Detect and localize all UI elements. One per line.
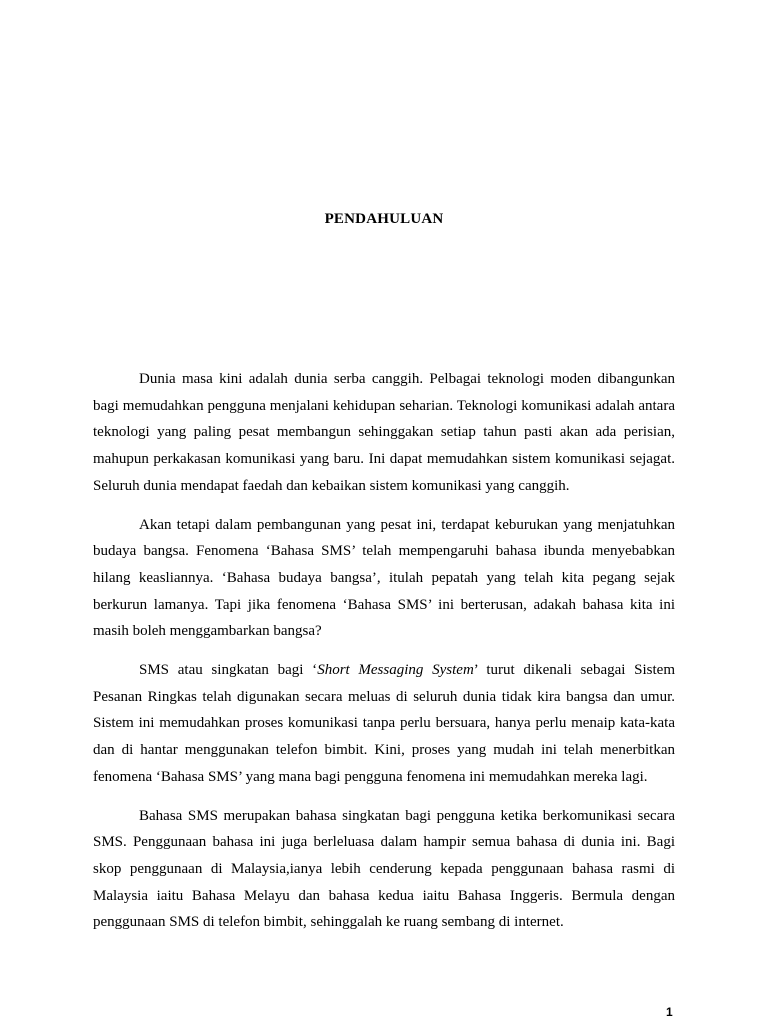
paragraph-3 bbox=[93, 657, 675, 791]
page-number: 1 bbox=[666, 1005, 673, 1019]
paragraph-3-italic-term: Short Messaging System bbox=[317, 662, 474, 679]
paragraph-4: Bahasa SMS merupakan bahasa singkatan bagi pengguna ketika berkomunikasi secara SMS. Penggunaan bahasa ini juga berleluasa dalam hampir semua bahasa di dunia ini. Bagi skop penggunaan di Malaysia,ianya lebih cenderung kepada penggunaan bahasa rasmi di Malaysia iaitu Bahasa Melayu dan bahasa kedua iaitu Bahasa Inggeris. Bermula dengan penggunaan SMS di telefon bimbit, sehinggalah ke ruang sembang di internet. bbox=[93, 807, 675, 931]
paragraph-3-lead: SMS atau singkatan bagi ‘ bbox=[139, 662, 318, 679]
document-body bbox=[93, 366, 675, 936]
paragraph-3-rest: ’ turut dikenali sebagai Sistem Pesanan Ringkas telah digunakan secara meluas di seluruh dunia tidak kira bangsa dan umur. Sistem ini memudahkan proses komunikasi tanpa perlu bersuara, hanya perlu menaip kata-kata dan di hantar menggunakan telefon bimbit. Kini, proses yang mudah ini telah menerbitkan fenomena ‘Bahasa SMS’ yang mana bagi pengguna fenomena ini memudahkan mereka lagi. bbox=[93, 662, 675, 785]
paragraph-2: Akan tetapi dalam pembangunan yang pesat ini, terdapat keburukan yang menjatuhkan budaya bangsa. Fenomena ‘Bahasa SMS’ telah mempengaruhi bahasa ibunda menyebabkan hilang keasliannya. ‘Bahasa budaya bangsa’, itulah pepatah yang telah kita pegang sejak berkurun lamanya. Tapi jika fenomena ‘Bahasa SMS’ ini berterusan, adakah bahasa kita ini masih boleh menggambarkan bangsa? bbox=[93, 516, 675, 640]
page-title: PENDAHULUAN bbox=[324, 211, 444, 227]
paragraph-1: Dunia masa kini adalah dunia serba canggih. Pelbagai teknologi moden dibangunkan bagi memudahkan pengguna menjalani kehidupan seharian. Teknologi komunikasi adalah antara teknologi yang paling pesat membangun sehinggakan setiap tahun pasti akan ada perisian, mahupun perkakasan komunikasi yang baru. Ini dapat memudahkan sistem komunikasi sejagat. Seluruh dunia mendapat faedah dan kebaikan sistem komunikasi yang canggih. bbox=[93, 371, 675, 494]
